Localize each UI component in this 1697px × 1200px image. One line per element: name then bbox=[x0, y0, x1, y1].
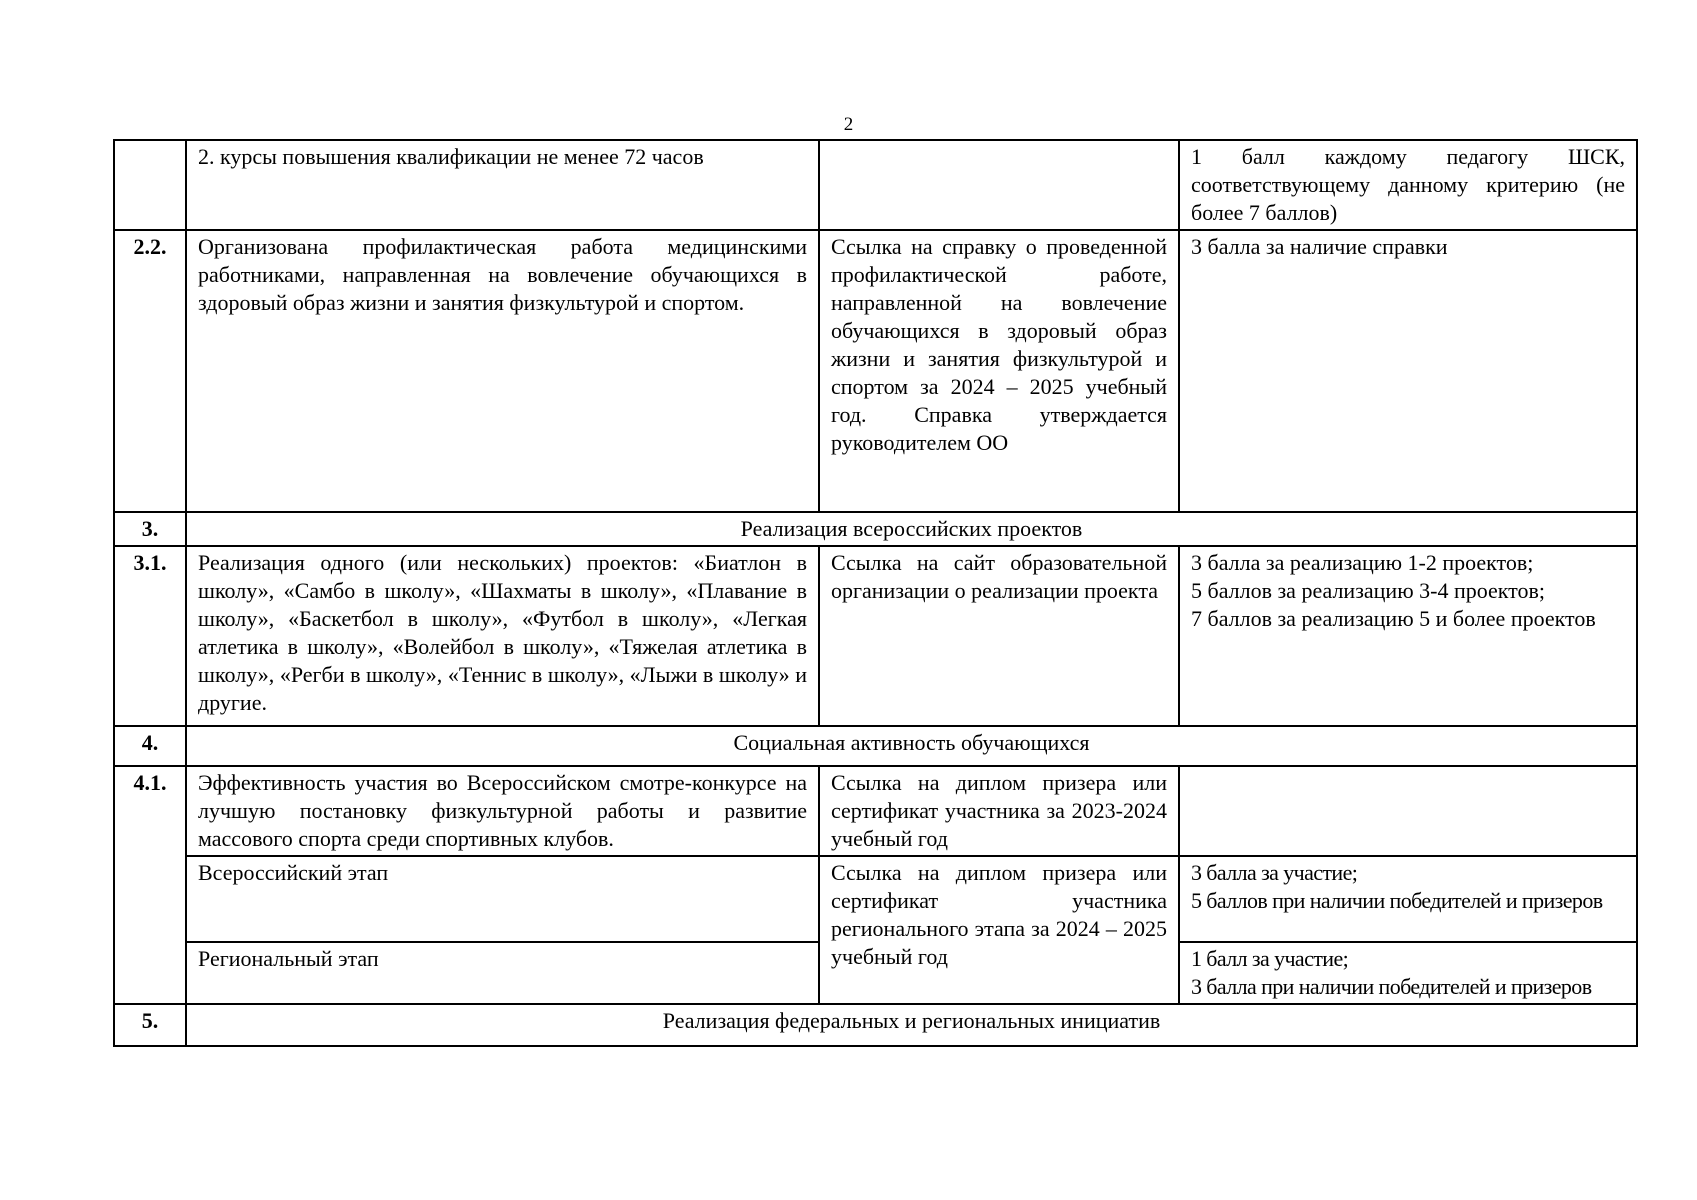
points-cell bbox=[1179, 766, 1637, 856]
evidence-cell: Ссылка на диплом призера или сертификат участника за 2023-2024 учебный год bbox=[819, 766, 1179, 856]
evidence-cell: Ссылка на диплом призера или сертификат участника регионального этапа за 2024 – 2025 учебный год bbox=[819, 856, 1179, 1004]
points-cell: 3 балла за наличие справки bbox=[1179, 230, 1637, 512]
criterion-cell: Эффективность участия во Всероссийском смотре-конкурсе на лучшую постановку физкультурной работы и развитие массового спорта среди спортивных клубов. bbox=[186, 766, 819, 856]
section-row bbox=[114, 726, 1637, 766]
points-line: 7 баллов за реализацию 5 и более проектов bbox=[1191, 606, 1596, 631]
points-line: 3 балла за участие; bbox=[1191, 860, 1358, 885]
points-cell bbox=[1179, 942, 1637, 1004]
points-line: 5 баллов за реализацию 3-4 проектов; bbox=[1191, 578, 1545, 603]
criterion-cell: 2. курсы повышения квалификации не менее 72 часов bbox=[186, 140, 819, 230]
section-title: Реализация федеральных и региональных инициатив bbox=[186, 1004, 1637, 1046]
evidence-cell: Ссылка на справку о проведенной профилактической работе, направленной на вовлечение обучающихся в здоровый образ жизни и занятия физкультурой и спортом за 2024 – 2025 учебный год. Справка утверждается руководителем ОО bbox=[819, 230, 1179, 512]
section-number: 3. bbox=[114, 512, 186, 546]
table-row bbox=[114, 546, 1637, 726]
evidence-cell bbox=[819, 140, 1179, 230]
section-title: Социальная активность обучающихся bbox=[186, 726, 1637, 766]
table-row bbox=[114, 856, 1637, 942]
section-number: 5. bbox=[114, 1004, 186, 1046]
points-cell bbox=[1179, 546, 1637, 726]
points-line: 1 балл за участие; bbox=[1191, 946, 1349, 971]
points-line: 5 баллов при наличии победителей и призеров bbox=[1191, 888, 1603, 913]
stage-label-cell: Всероссийский этап bbox=[186, 856, 819, 942]
points-cell: 1 балл каждому педагогу ШСК, соответствующему данному критерию (не более 7 баллов) bbox=[1179, 140, 1637, 230]
section-title: Реализация всероссийских проектов bbox=[186, 512, 1637, 546]
table-row bbox=[114, 230, 1637, 512]
row-number: 2.2. bbox=[114, 230, 186, 512]
criteria-table bbox=[113, 139, 1638, 1047]
stage-label-cell: Региональный этап bbox=[186, 942, 819, 1004]
section-row bbox=[114, 512, 1637, 546]
points-line: 3 балла за реализацию 1-2 проектов; bbox=[1191, 550, 1534, 575]
row-number bbox=[114, 140, 186, 230]
points-line: 3 балла при наличии победителей и призеров bbox=[1191, 974, 1592, 999]
table-row bbox=[114, 766, 1637, 856]
points-cell bbox=[1179, 856, 1637, 942]
criterion-cell: Реализация одного (или нескольких) проектов: «Биатлон в школу», «Самбо в школу», «Шахматы в школу», «Плавание в школу», «Баскетбол в школу», «Футбол в школу», «Легкая атлетика в школу», «Волейбол в школу», «Тяжелая атлетика в школу», «Регби в школу», «Теннис в школу», «Лыжи в школу» и другие. bbox=[186, 546, 819, 726]
table-row bbox=[114, 140, 1637, 230]
row-number: 3.1. bbox=[114, 546, 186, 726]
page-number: 2 bbox=[843, 114, 854, 135]
section-number: 4. bbox=[114, 726, 186, 766]
criterion-cell: Организована профилактическая работа медицинскими работниками, направленная на вовлечение обучающихся в здоровый образ жизни и занятия физкультурой и спортом. bbox=[186, 230, 819, 512]
row-number: 4.1. bbox=[114, 766, 186, 1004]
evidence-cell: Ссылка на сайт образовательной организации о реализации проекта bbox=[819, 546, 1179, 726]
section-row bbox=[114, 1004, 1637, 1046]
